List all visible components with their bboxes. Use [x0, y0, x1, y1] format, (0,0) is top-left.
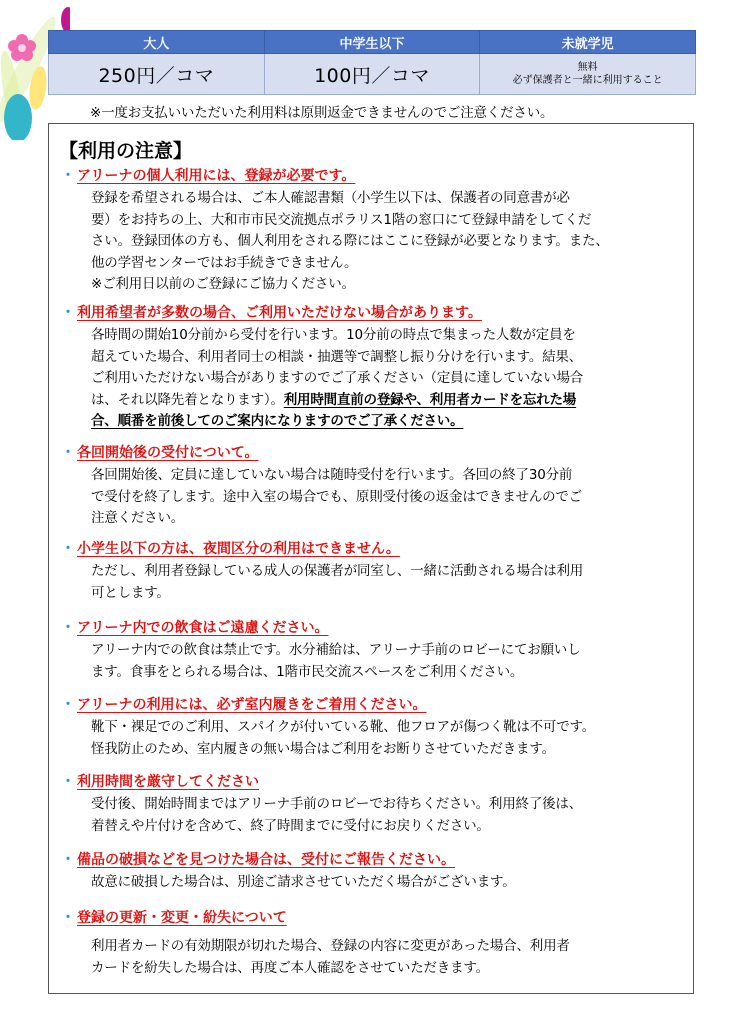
note-section-children-night: [61, 538, 679, 604]
section-title: ・ 各回開始後の受付について。: [61, 442, 679, 462]
bullet-icon: ・: [61, 697, 75, 713]
header-adult: 大人: [49, 31, 265, 54]
section-title: ・ 備品の破損などを見つけた場合は、受付にご報告ください。: [61, 849, 679, 869]
bullet-icon: ・: [61, 620, 75, 636]
section-title: ・ アリーナ内での飲食はご遠慮ください。: [61, 617, 679, 637]
section-title: ・ アリーナの利用には、必ず室内履きをご着用ください。: [61, 694, 679, 714]
section-title: ・ アリーナの個人利用には、登録が必要です。: [61, 165, 679, 185]
bullet-icon: ・: [61, 445, 75, 461]
note-section-late-entry: [61, 442, 679, 530]
bullet-icon: ・: [61, 305, 75, 321]
section-body: 登録を希望される場合は、ご本人確認書類（小学生以下は、保護者の同意書が必 要）をお持ちの上、大和市市民交流拠点ポラリス1階の窓口にて登録申請をしてくだ さい。登録団体の方も、個人利用をされる際にはここに登録が必要となります。また、 他の学習センターではお手続きできません。 ※ご利用日以前のご登録にご協力ください。: [91, 190, 609, 292]
price-table: [48, 30, 696, 95]
section-body: ただし、利用者登録している成人の保護者が同室し、一緒に活動される場合は利用 可とします。: [91, 563, 584, 601]
section-body: 故意に破損した場合は、別途ご請求させていただく場合がございます。: [91, 874, 516, 890]
bullet-icon: ・: [61, 541, 75, 557]
preschool-condition: 必ず保護者と一緒に利用すること: [512, 75, 663, 86]
section-body: アリーナ内での飲食は禁止です。水分補給は、アリーナ手前のロビーにてお願いし ます。食事をとられる場合は、1階市民交流スペースをご利用ください。: [91, 642, 581, 680]
note-section-registration: [61, 165, 679, 296]
bullet-icon: ・: [61, 168, 75, 184]
section-body: 各時間の開始10分前から受付を行います。10分前の時点で集まった人数が定員を 超えていた場合、利用者同士の相談・抽選等で調整し振り分けを行います。結果、 ご利用いただけない場合がありますのでご了承ください（定員に達していない場合 は、それ以降先着となります）。利用時間直前の登録や、利用者カードを忘れた場 合、順番を前後してのご案内になりますのでご了承ください。: [91, 325, 679, 433]
refund-note: ※一度お支払いいただいた利用料は原則返金できませんのでご注意ください。: [90, 105, 554, 121]
section-body: 靴下・裸足でのご利用、スパイクが付いている靴、他フロアが傷つく靴は不可です。 怪我防止のため、室内履きの無い場合はご利用をお断りさせていただきます。: [91, 719, 596, 757]
section-body: 受付後、開始時間まではアリーナ手前のロビーでお待ちください。利用終了後は、 着替えや片付けを含めて、終了時間までに受付にお戻りください。: [91, 796, 583, 834]
adult-price-cell: [49, 54, 265, 95]
adult-price: 250円／コマ: [98, 64, 215, 87]
junior-price-cell: [264, 54, 480, 95]
header-preschool: 未就学児: [480, 31, 696, 54]
note-section-damage: [61, 849, 679, 894]
notes-heading: 【利用の注意】: [59, 140, 193, 162]
bullet-icon: ・: [61, 774, 75, 790]
note-section-capacity: [61, 302, 679, 433]
note-section-no-food: [61, 617, 679, 683]
section-title: ・ 利用時間を厳守してください: [61, 771, 679, 791]
usage-notes-box: [48, 123, 694, 994]
section-body: 各回開始後、定員に達していない場合は随時受付を行います。各回の終了30分前 で受付を終了します。途中入室の場合でも、原則受付後の返金はできませんのでご 注意ください。: [91, 467, 583, 526]
note-section-indoor-shoes: [61, 694, 679, 760]
section-body: 利用者カードの有効期限が切れた場合、登録の内容に変更があった場合、利用者 カードを紛失した場合は、再度ご本人確認をさせていただきます。: [91, 938, 570, 976]
section-title: ・ 利用希望者が多数の場合、ご利用いただけない場合があります。: [61, 302, 679, 322]
bullet-icon: ・: [61, 852, 75, 868]
bullet-icon: ・: [61, 910, 75, 926]
preschool-price-cell: [480, 54, 696, 95]
note-section-renewal: [61, 907, 679, 979]
important-notice: 利用時間直前の登録や、利用者カードを忘れた場: [283, 391, 577, 408]
junior-price: 100円／コマ: [314, 64, 430, 87]
preschool-price: 無料: [577, 62, 598, 73]
section-title: ・ 登録の更新・変更・紛失について: [61, 907, 679, 927]
important-notice-cont: 合、順番を前後してのご案内になりますのでご了承ください。: [91, 413, 464, 429]
note-section-time: [61, 771, 679, 837]
header-junior: 中学生以下: [264, 31, 480, 54]
section-title: ・ 小学生以下の方は、夜間区分の利用はできません。: [61, 538, 679, 558]
